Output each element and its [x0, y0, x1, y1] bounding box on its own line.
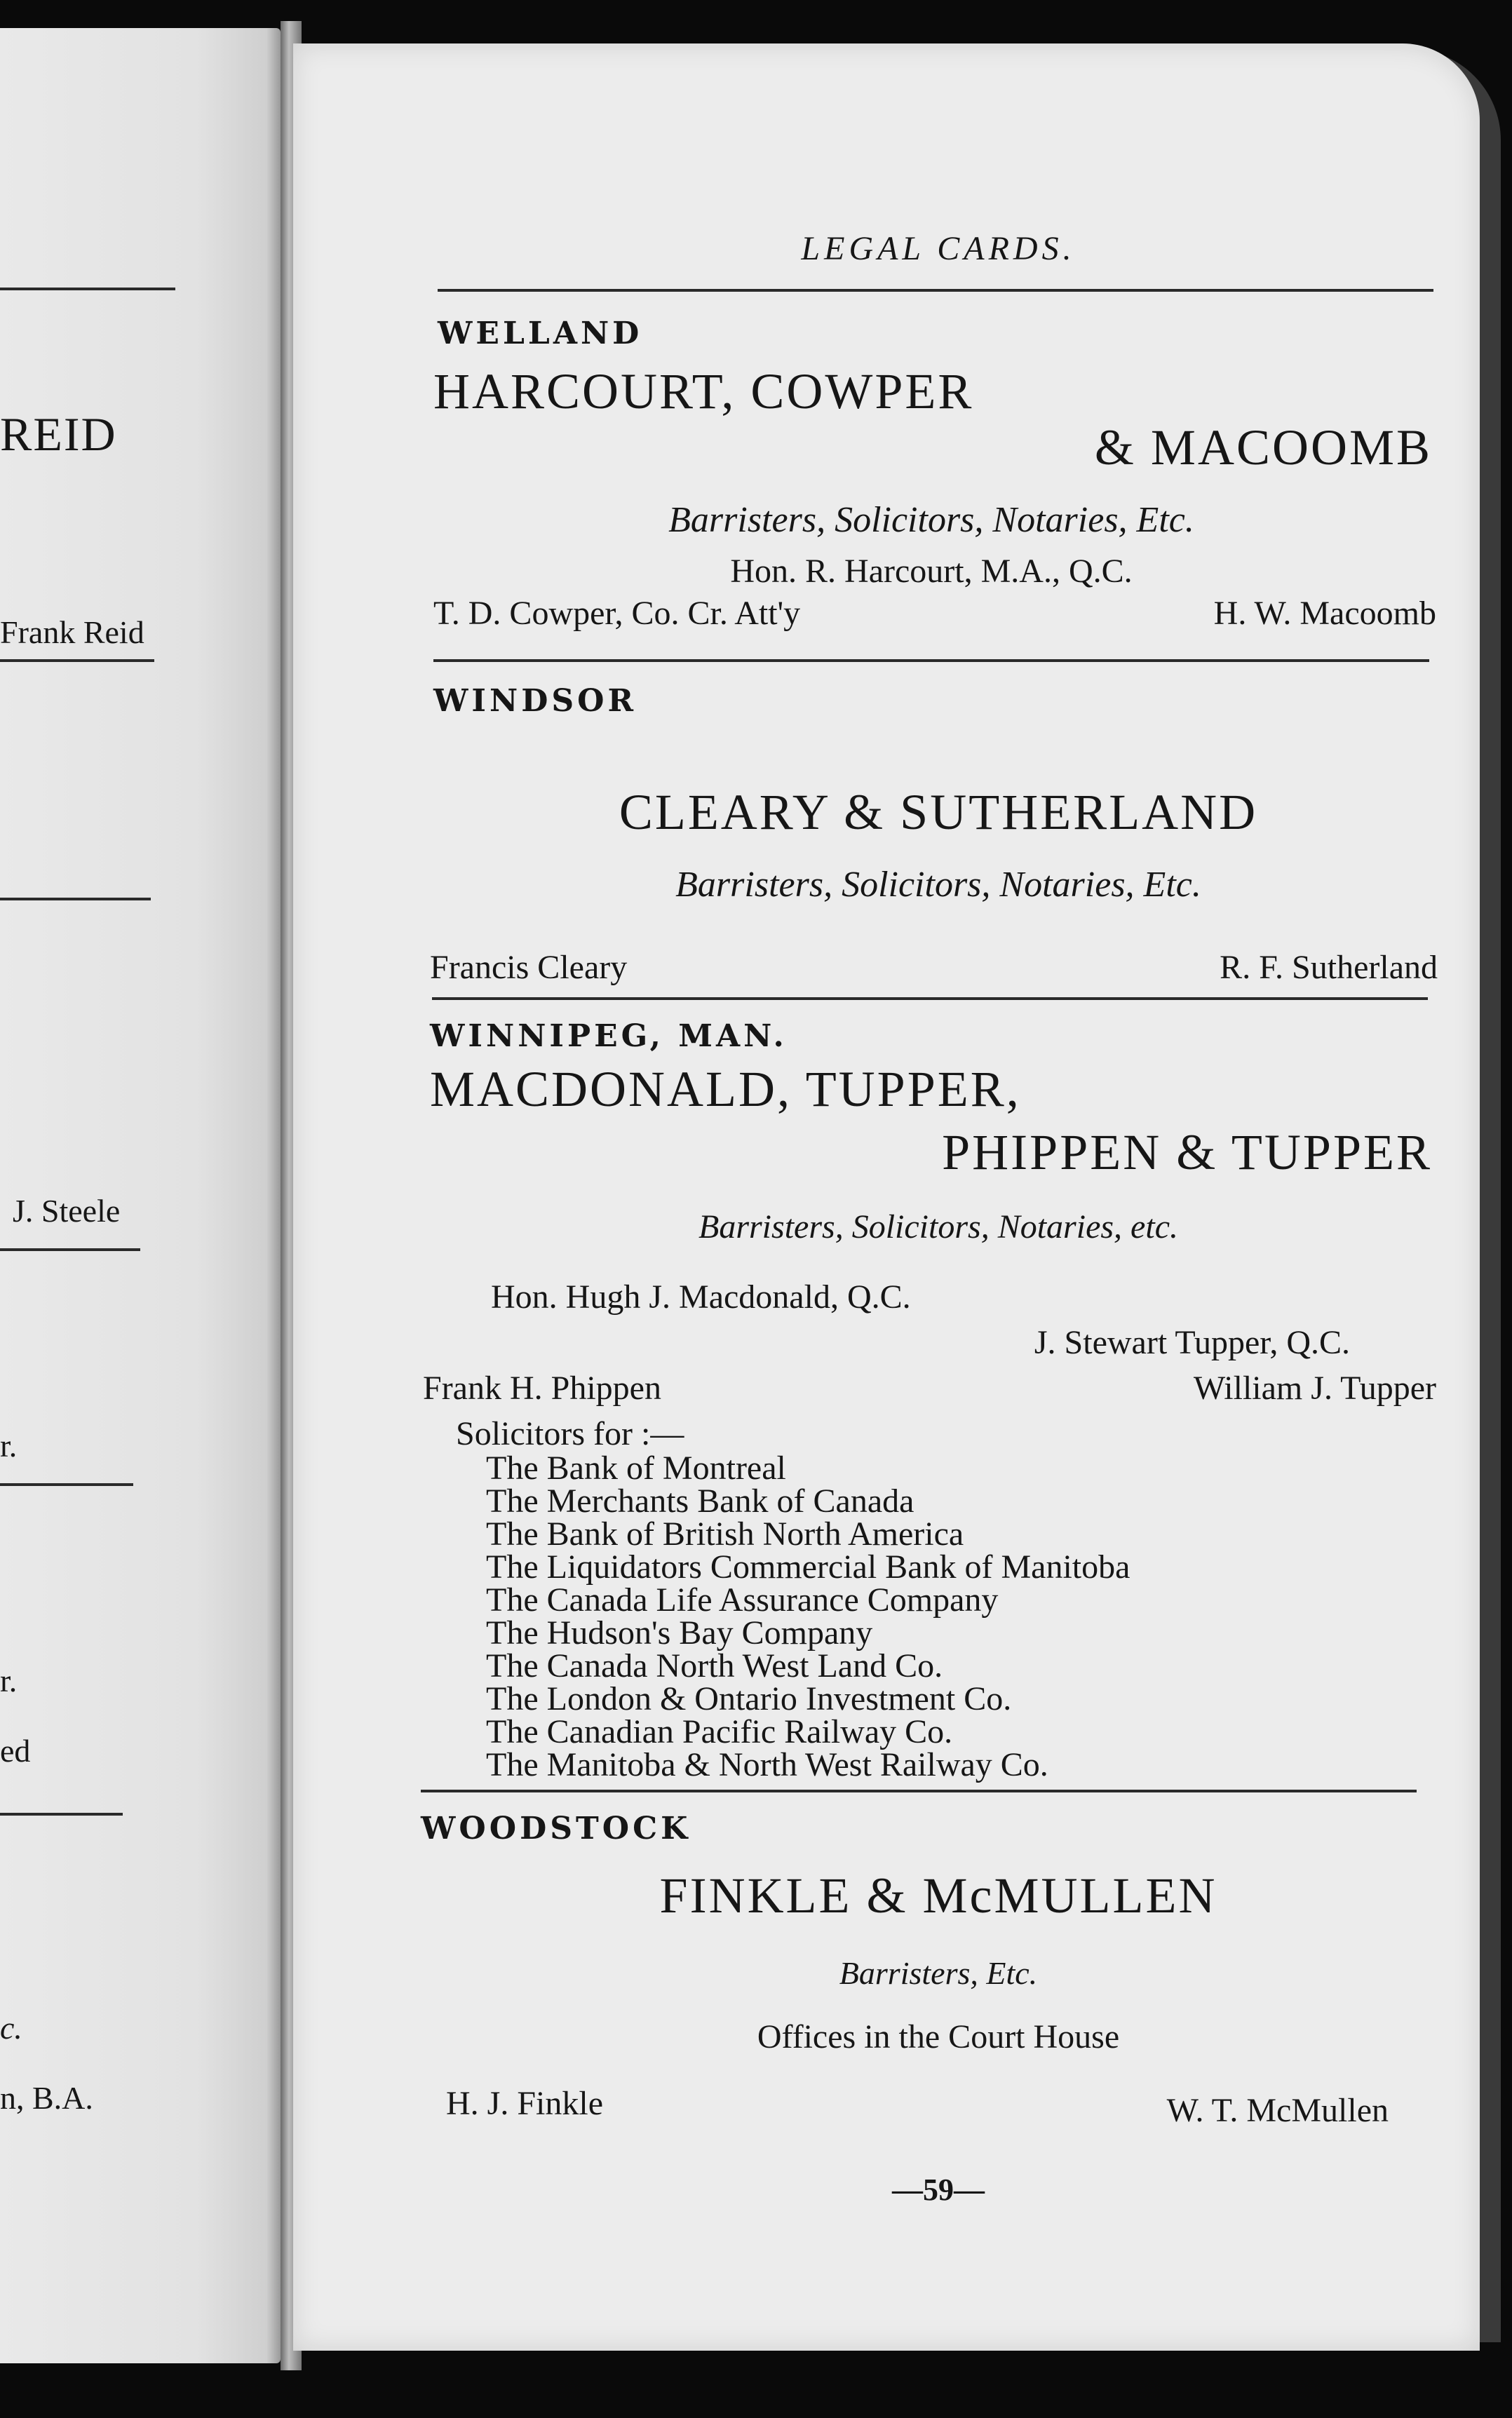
firm-description: Barristers, Solicitors, Notaries, Etc. [675, 865, 1201, 905]
firm-name-continued: & MACOOMB [1094, 419, 1432, 475]
list-item: The Canadian Pacific Railway Co. [486, 1713, 953, 1750]
left-fragment: r. [0, 1428, 18, 1464]
right-page [293, 43, 1480, 2351]
entry-divider [421, 1790, 1417, 1792]
firm-name-continued: PHIPPEN & TUPPER [942, 1124, 1432, 1180]
left-divider [0, 1813, 123, 1816]
left-fragment: REID [0, 407, 117, 461]
solicitors-list [486, 1452, 1130, 1781]
left-divider [0, 659, 154, 662]
left-fragment: n, B.A. [0, 2080, 93, 2116]
partner-name: J. Stewart Tupper, Q.C. [1034, 1324, 1350, 1361]
page-header: LEGAL CARDS. [801, 230, 1076, 267]
list-item: The Bank of Montreal [486, 1450, 786, 1487]
firm-name: CLEARY & SUTHERLAND [619, 784, 1258, 840]
firm-name: MACDONALD, TUPPER, [430, 1061, 1021, 1117]
left-divider [0, 1248, 140, 1251]
partner-name: Frank H. Phippen [423, 1370, 661, 1407]
entry-divider [433, 659, 1429, 662]
left-fragment: Frank Reid [0, 614, 144, 650]
firm-name: HARCOURT, COWPER [433, 363, 974, 419]
left-fragment: ed [0, 1733, 31, 1769]
partner-name: R. F. Sutherland [1220, 949, 1438, 986]
left-fragment: r. [0, 1663, 18, 1698]
list-item: The Liquidators Commercial Bank of Manitoba [486, 1548, 1130, 1586]
partner-name: H. J. Finkle [446, 2085, 604, 2122]
partner-name: W. T. McMullen [1166, 2092, 1389, 2129]
list-item: The Canada Life Assurance Company [486, 1581, 999, 1619]
partner-name: Hon. R. Harcourt, M.A., Q.C. [730, 553, 1133, 590]
solicitors-label: Solicitors for :— [456, 1415, 684, 1452]
partner-name: Hon. Hugh J. Macdonald, Q.C. [491, 1278, 911, 1316]
left-divider [0, 898, 151, 900]
city-heading: WINDSOR [433, 683, 637, 719]
city-heading: WINNIPEG, MAN. [430, 1018, 788, 1054]
header-divider [438, 289, 1433, 292]
city-heading: WOODSTOCK [421, 1811, 691, 1846]
left-fragment: J. Steele [13, 1193, 121, 1229]
page-number: —59— [892, 2173, 985, 2207]
list-item: The Bank of British North America [486, 1515, 964, 1553]
list-item: The Hudson's Bay Company [486, 1614, 873, 1652]
list-item: The London & Ontario Investment Co. [486, 1680, 1012, 1717]
partner-name: T. D. Cowper, Co. Cr. Att'y [433, 595, 801, 632]
list-item: The Manitoba & North West Railway Co. [486, 1746, 1048, 1783]
list-item: The Canada North West Land Co. [486, 1647, 943, 1684]
city-heading: WELLAND [438, 316, 643, 351]
partner-name: William J. Tupper [1193, 1370, 1436, 1407]
left-divider [0, 288, 175, 290]
entry-divider [432, 997, 1428, 1000]
left-divider [0, 1483, 133, 1486]
left-fragment: c. [0, 2010, 22, 2046]
firm-description: Barristers, Solicitors, Notaries, etc. [698, 1208, 1178, 1245]
firm-name: FINKLE & McMULLEN [659, 1867, 1217, 1924]
office-note: Offices in the Court House [757, 2018, 1120, 2055]
firm-description: Barristers, Etc. [839, 1955, 1038, 1991]
partner-name: H. W. Macoomb [1213, 595, 1436, 632]
firm-description: Barristers, Solicitors, Notaries, Etc. [668, 500, 1194, 540]
list-item: The Merchants Bank of Canada [486, 1482, 914, 1520]
left-page [0, 28, 281, 2363]
partner-name: Francis Cleary [430, 949, 628, 986]
